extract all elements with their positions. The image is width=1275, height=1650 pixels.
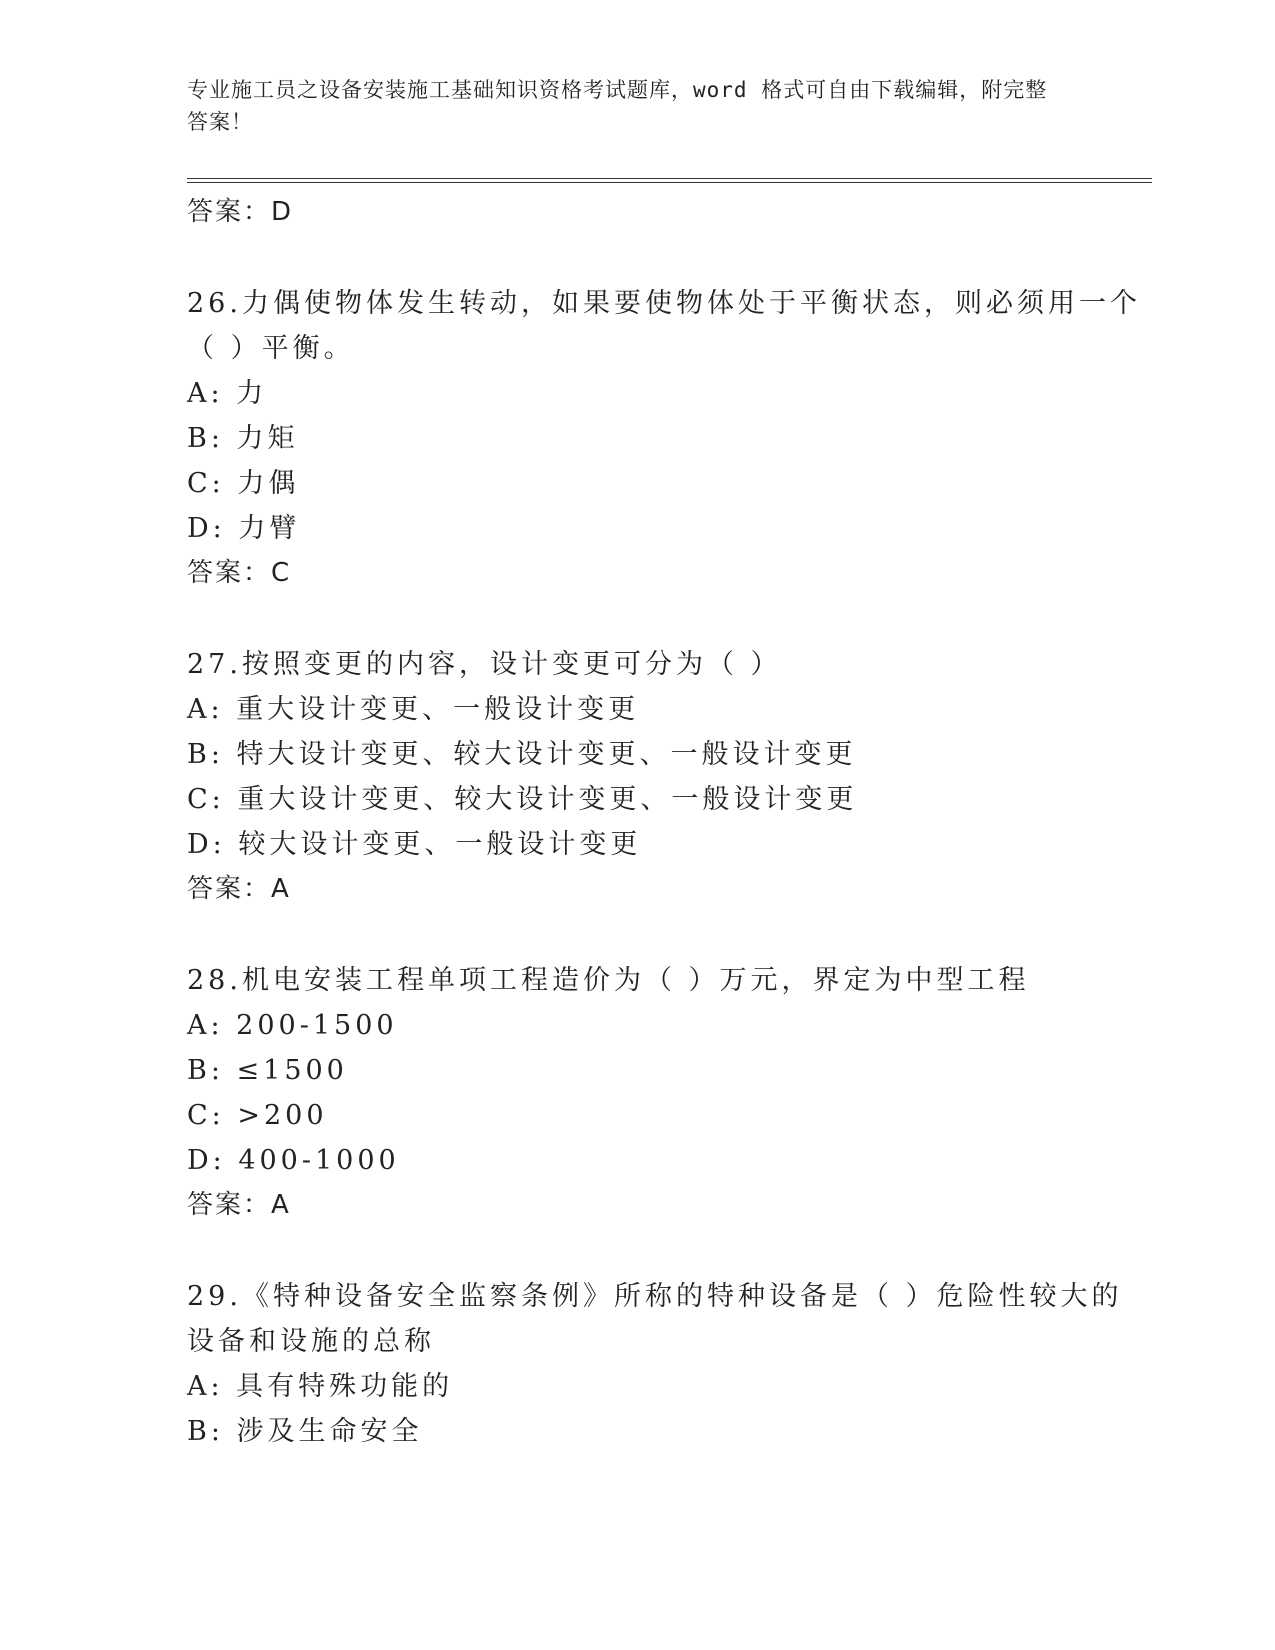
option-b: B: ≤1500 bbox=[187, 1055, 348, 1086]
option-b: B: 涉及生命安全 bbox=[187, 1416, 423, 1447]
option-c: C: >200 bbox=[187, 1100, 328, 1131]
header-rule-bottom bbox=[187, 182, 1152, 183]
option-a: A: 具有特殊功能的 bbox=[187, 1371, 454, 1402]
option-a: A: 重大设计变更、一般设计变更 bbox=[187, 694, 640, 725]
option-d: D: 力臂 bbox=[187, 513, 301, 544]
option-a: A: 200-1500 bbox=[187, 1010, 398, 1041]
question-stem: 27.按照变更的内容，设计变更可分为（ ） bbox=[187, 649, 782, 680]
option-c: C: 重大设计变更、较大设计变更、一般设计变更 bbox=[187, 784, 858, 815]
question-stem: 29.《特种设备安全监察条例》所称的特种设备是（ ）危险性较大的设备和设施的总称 bbox=[187, 1281, 1123, 1357]
header-rule-top bbox=[187, 178, 1152, 179]
question-stem: 28.机电安装工程单项工程造价为（ ）万元，界定为中型工程 bbox=[187, 965, 1030, 996]
question-27 bbox=[187, 642, 1147, 912]
option-d: D: 较大设计变更、一般设计变更 bbox=[187, 829, 642, 860]
answer-line: 答案：C bbox=[187, 558, 292, 588]
question-29 bbox=[187, 1274, 1147, 1454]
option-b: B: 特大设计变更、较大设计变更、一般设计变更 bbox=[187, 739, 857, 770]
question-26 bbox=[187, 281, 1147, 596]
option-a: A: 力 bbox=[187, 378, 268, 409]
answer-line: 答案：A bbox=[187, 1190, 291, 1220]
option-d: D: 400-1000 bbox=[187, 1145, 400, 1176]
document-header: 专业施工员之设备安装施工基础知识资格考试题库，word 格式可自由下载编辑，附完整答案！ bbox=[187, 78, 1048, 134]
answer-line: 答案：A bbox=[187, 874, 291, 904]
option-c: C: 力偶 bbox=[187, 468, 300, 499]
question-stem: 26.力偶使物体发生转动，如果要使物体处于平衡状态，则必须用一个（ ）平衡。 bbox=[187, 288, 1141, 364]
option-b: B: 力矩 bbox=[187, 423, 299, 454]
question-28 bbox=[187, 958, 1147, 1228]
answer-line: 答案：D bbox=[187, 197, 294, 227]
question-list bbox=[187, 190, 1147, 1454]
